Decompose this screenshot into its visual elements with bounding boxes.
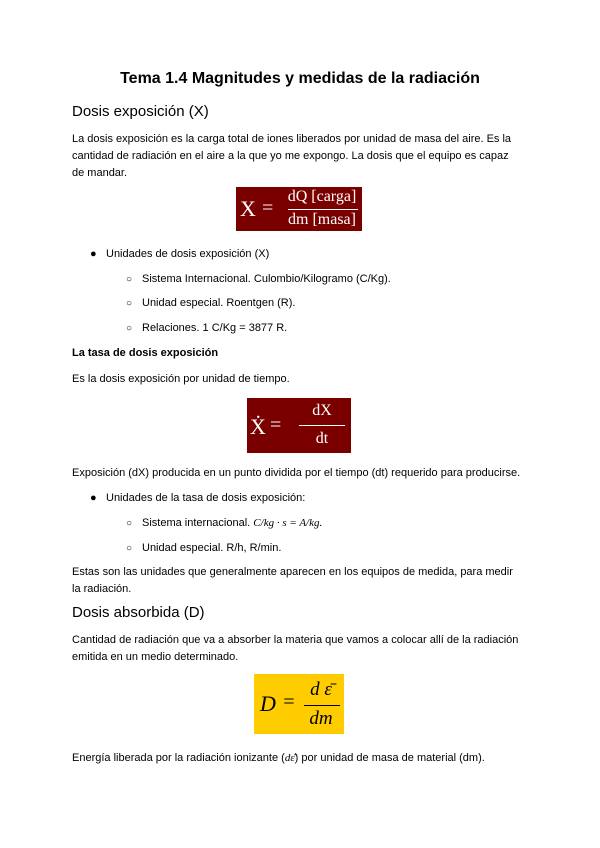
math-energy: dε̄ [284,752,295,764]
sublist-item: ○ Sistema Internacional. Culombio/Kilogramo (C/Kg). [126,273,391,285]
paragraph-line: Estas son las unidades que generalmente aparecen en los equipos de medida, para medir [72,566,513,578]
sublist-item: ○ Sistema internacional. C/kg · s = A/kg. [126,517,323,529]
paragraph-line: emitida en un medio determinado. [72,651,239,663]
formula-denominator: dm [309,708,333,729]
formula-equals: = [282,691,296,713]
list-item: ● Unidades de dosis exposición (X) [90,248,270,260]
paragraph-unidades [72,564,528,598]
paragraph-energia [72,750,528,767]
text-fragment: Energía liberada por la radiación ionizante ( [72,752,285,764]
paragraph-line: Cantidad de radiación que va a absorber la materia que vamos a colocar allí de la radiación [72,634,519,646]
paragraph-dosis-absorbida [72,632,528,666]
list-item-text: Unidades de la tasa de dosis exposición: [106,492,306,504]
sublist-item-text: Relaciones. 1 C/Kg = 3877 R. [142,322,288,334]
formula-lhs: X [240,196,256,221]
sublist-item-text: Unidad especial. Roentgen (R). [142,297,296,309]
formula-numerator: d ε̄ [310,679,332,700]
heading-tasa-dosis: La tasa de dosis exposición [72,347,219,359]
paragraph-line: de mandar. [72,167,128,179]
formula-numerator: dQ [carga] [287,188,357,205]
list-item: ● Unidades de la tasa de dosis exposición: [90,492,306,504]
sublist-item-text: Sistema internacional. [142,517,251,529]
formula-lhs: D [260,691,276,716]
formula-dosis-exposicion [236,187,362,231]
fraction-bar [288,209,358,210]
math-units: C/kg · s = A/kg. [253,517,323,529]
formula-equals: = [270,414,282,436]
formula-numerator: dX [312,402,332,419]
formula-denominator: dm [masa] [288,211,356,228]
list-item-text: Unidades de dosis exposición (X) [106,248,270,260]
page-title: Tema 1.4 Magnitudes y medidas de la radiación [120,70,480,87]
heading-dosis-exposicion: Dosis exposición (X) [72,103,209,120]
fraction-bar [299,425,345,426]
text-fragment: ) por unidad de masa de material (dm). [294,752,485,764]
formula-denominator: dt [315,430,329,447]
formula-dosis-absorbida [254,674,344,734]
formula-equals: = [262,197,274,219]
paragraph-line: La dosis exposición es la carga total de iones liberados por unidad de masa del aire. Es la [72,133,512,145]
paragraph-tasa-dosis: Es la dosis exposición por unidad de tiempo. [72,373,290,385]
paragraph-exposicion: Exposición (dX) producida en un punto dividida por el tiempo (dt) requerido para producirse. [72,467,521,479]
paragraph-dosis-exposicion [72,131,528,182]
heading-dosis-absorbida: Dosis absorbida (D) [72,604,205,621]
sublist-item: ○ Relaciones. 1 C/Kg = 3877 R. [126,322,288,334]
formula-tasa-dosis [247,398,351,453]
sublist-item-text: Unidad especial. R/h, R/min. [142,542,282,554]
sublist-item: ○ Unidad especial. R/h, R/min. [126,542,282,554]
fraction-bar [304,705,340,706]
paragraph-line: cantidad de radiación en el aire a la que yo me expongo. La dosis que el equipo es capaz [72,150,509,162]
paragraph-line: la radiación. [72,583,132,595]
sublist-item: ○ Unidad especial. Roentgen (R). [126,297,296,309]
sublist-item-text: Sistema Internacional. Culombio/Kilogramo (C/Kg). [142,273,391,285]
formula-lhs: Ẋ [250,414,266,439]
